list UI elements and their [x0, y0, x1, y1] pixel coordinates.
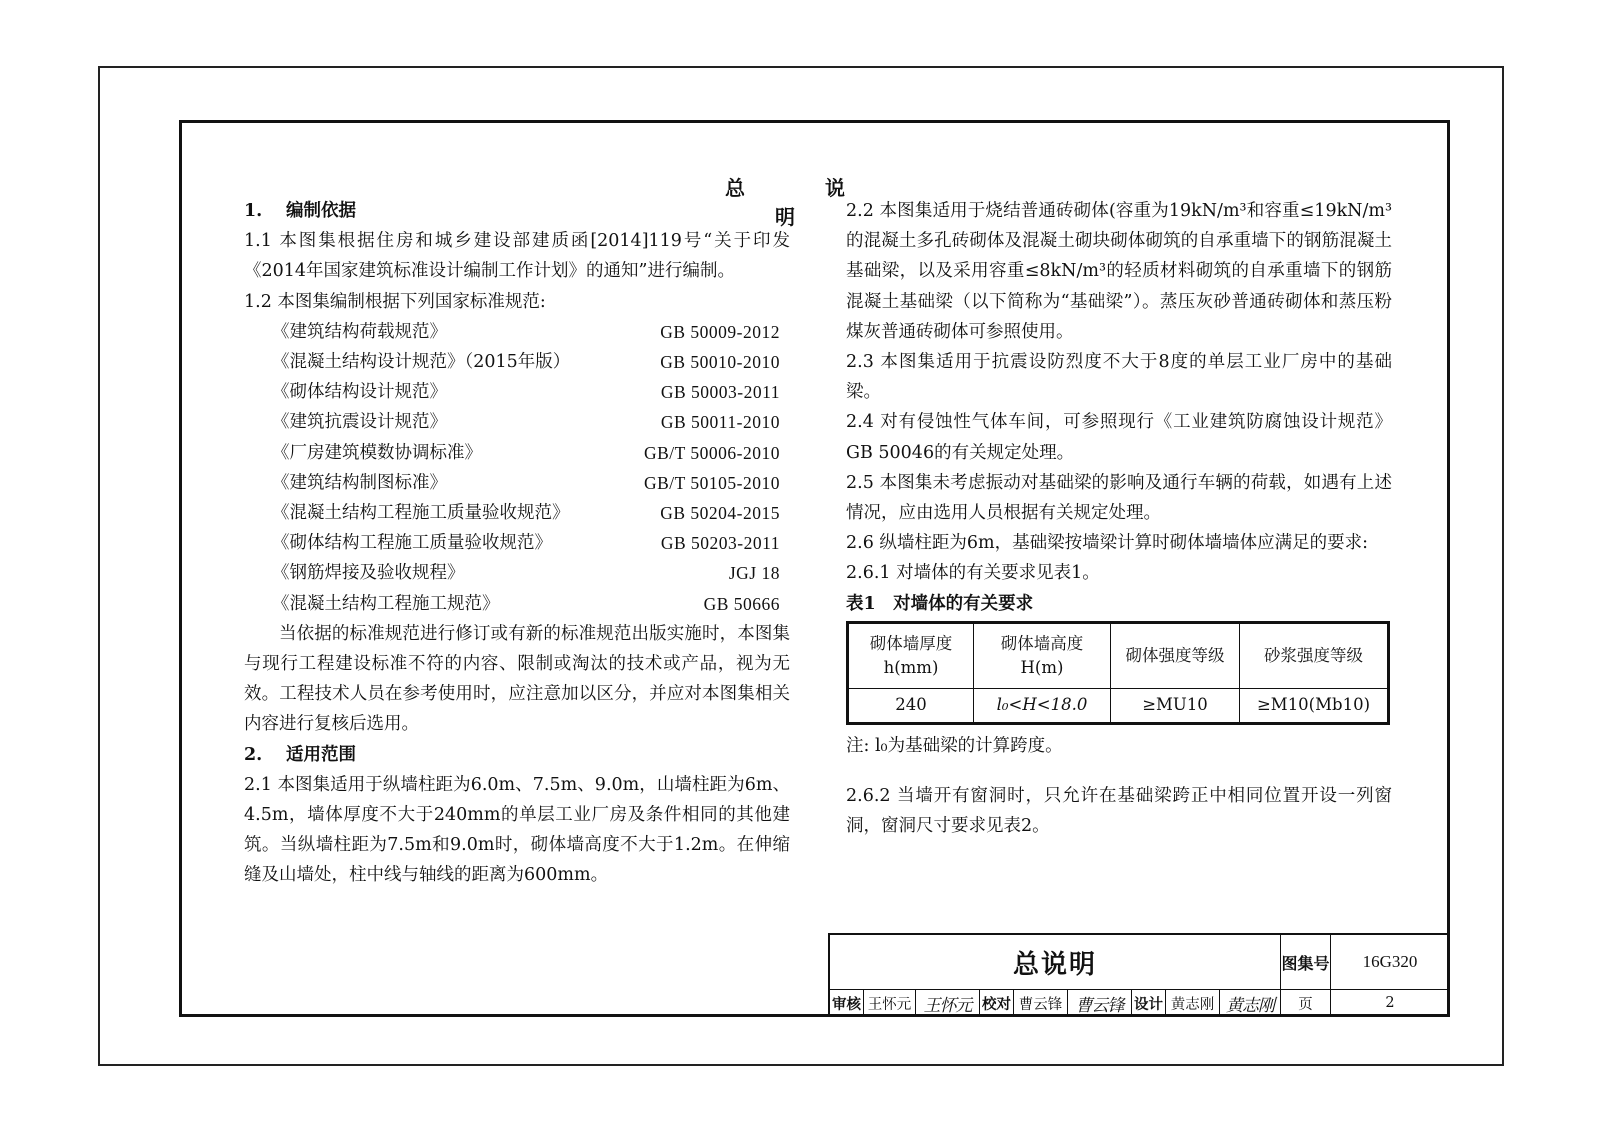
standard-name: 《钢筋焊接及验收规程》 — [272, 563, 465, 584]
table-header-cell: 砌体墙高度 H(m) — [974, 622, 1111, 688]
standard-item — [244, 498, 790, 528]
standard-name: 《砌体结构设计规范》 — [272, 382, 447, 403]
standard-item — [244, 317, 790, 347]
standard-item — [244, 558, 790, 588]
section-2-number: 2. — [244, 744, 263, 765]
table-1-caption: 表1 对墙体的有关要求 — [846, 593, 1034, 614]
standard-item — [244, 347, 790, 377]
paragraph-2-6-1: 2.6.1 对墙体的有关要求见表1。 — [846, 563, 1100, 584]
standard-code: GB 50203-2011 — [660, 533, 780, 554]
standard-code: GB 50204-2015 — [660, 503, 780, 524]
atlas-number: 16G320 — [1362, 952, 1418, 971]
paragraph-2-6-2: 2.6.2 当墙开有窗洞时，只允许在基础梁跨正中相同位置开设一列窗洞，窗洞尺寸要求见表2。 — [846, 786, 1392, 837]
table-cell: ≥M10(Mb10) — [1240, 688, 1389, 723]
check-label: 校对 — [980, 989, 1014, 1017]
paragraph-2-3: 2.3 本图集适用于抗震设防烈度不大于8度的单层工业厂房中的基础梁。 — [846, 352, 1392, 403]
paragraph-2-4: 2.4 对有侵蚀性气体车间，可参照现行《工业建筑防腐蚀设计规范》GB 50046的有关规定处理。 — [846, 412, 1392, 463]
standard-code: GB 50011-2010 — [660, 412, 780, 433]
paragraph-1-1: 1.1 本图集根据住房和城乡建设部建质函[2014]119号“关于印发《2014年国家建筑标准设计编制工作计划》的通知”进行编制。 — [244, 231, 790, 282]
standard-name: 《厂房建筑模数协调标准》 — [272, 442, 482, 463]
standard-name: 《混凝土结构设计规范》（2015年版） — [272, 352, 571, 373]
table-header-row — [848, 622, 1389, 688]
title-block — [828, 933, 1450, 1017]
table-row — [848, 688, 1389, 723]
page-number: 2 — [1385, 995, 1395, 1011]
review-label: 审核 — [830, 989, 864, 1017]
section-2-heading — [244, 740, 790, 770]
section-2-title: 适用范围 — [286, 744, 356, 765]
standards-list — [244, 317, 790, 619]
paragraph-2-5: 2.5 本图集未考虑振动对基础梁的影响及通行车辆的荷载，如遇有上述情况，应由选用人员根据有关规定处理。 — [846, 472, 1392, 524]
table-cell: 240 — [848, 688, 974, 723]
right-column — [846, 196, 1392, 841]
paragraph-2-2: 2.2 本图集适用于烧结普通砖砌体(容重为19kN/m³和容重≤19kN/m³的混凝土多孔砖砌体及混凝土砌块砌体砌筑的自承重墙下的钢筋混凝土基础梁，以及采用容重≤8kN/m³的轻质材料砌筑的自承重墙下的钢筋混凝土基础梁（以下简称为“基础梁”）。蒸压灰砂普通砖砌体和蒸压粉煤灰普通砖砌体可参照使用。 — [846, 201, 1392, 342]
checker-name: 曹云锋 — [1014, 989, 1068, 1017]
standard-name: 《混凝土结构工程施工规范》 — [272, 593, 500, 614]
designer-signature: 黄志刚 — [1220, 989, 1281, 1017]
standard-name: 《建筑抗震设计规范》 — [272, 412, 447, 433]
standard-item — [244, 589, 790, 619]
section-1-heading — [244, 196, 790, 226]
reviewer-signature: 王怀元 — [916, 989, 980, 1017]
reviewer-name: 王怀元 — [864, 989, 916, 1017]
table-cell: ≥MU10 — [1111, 688, 1240, 723]
document-title: 总 说 明 — [725, 176, 925, 229]
checker-signature: 曹云锋 — [1068, 989, 1132, 1017]
standard-code: GB 50010-2010 — [660, 352, 780, 373]
section-1-title: 编制依据 — [286, 201, 356, 221]
title-block-main-title: 总说明 — [830, 935, 1281, 989]
standard-code: GB/T 50105-2010 — [644, 472, 780, 493]
standard-item — [244, 438, 790, 468]
paragraph-2-1: 2.1 本图集适用于纵墙柱距为6.0m、7.5m、9.0m，山墙柱距为6m、4.5m，墙体厚度不大于240mm的单层工业厂房及条件相同的其他建筑。当纵墙柱距为7.5m和9.0m时，砌体墙高度不大于1.2m。在伸缩缝及山墙处，柱中线与轴线的距离为600mm。 — [244, 774, 790, 886]
left-column — [244, 196, 790, 891]
wall-requirements-table — [846, 621, 1390, 725]
table-note: 注: l₀为基础梁的计算跨度。 — [846, 735, 1063, 756]
standard-name: 《混凝土结构工程施工质量验收规范》 — [272, 503, 570, 524]
standard-name: 《建筑结构荷载规范》 — [272, 321, 447, 342]
spacer — [846, 761, 1392, 781]
standard-item — [244, 407, 790, 437]
standard-code: JGJ 18 — [728, 563, 780, 584]
standard-code: GB 50003-2011 — [660, 382, 780, 403]
standard-name: 《建筑结构制图标准》 — [272, 472, 447, 493]
standard-code: GB/T 50006-2010 — [644, 442, 780, 463]
standard-code: GB 50666 — [703, 593, 780, 614]
table-header-cell: 砌体强度等级 — [1111, 622, 1240, 688]
table-cell: l₀<H<18.0 — [974, 688, 1111, 723]
page-label: 页 — [1281, 989, 1331, 1017]
standard-item — [244, 468, 790, 498]
table-header-cell: 砂浆强度等级 — [1240, 622, 1389, 688]
standard-item — [244, 528, 790, 558]
standards-validity-note: 当依据的标准规范进行修订或有新的标准规范出版实施时，本图集与现行工程建设标准不符的内容、限制或淘汰的技术或产品，视为无效。工程技术人员在参考使用时，应注意加以区分，并应对本图集相关内容进行复核后选用。 — [244, 623, 790, 735]
table-header-cell: 砌体墙厚度 h(mm) — [848, 622, 974, 688]
designer-name: 黄志刚 — [1166, 989, 1220, 1017]
paragraph-2-6: 2.6 纵墙柱距为6m，基础梁按墙梁计算时砌体墙墙体应满足的要求: — [846, 533, 1369, 554]
design-label: 设计 — [1132, 989, 1166, 1017]
paragraph-1-2: 1.2 本图集编制根据下列国家标准规范: — [244, 291, 546, 312]
standard-code: GB 50009-2012 — [660, 321, 780, 342]
atlas-number-label: 图集号 — [1281, 935, 1331, 989]
standard-item — [244, 377, 790, 407]
standard-name: 《砌体结构工程施工质量验收规范》 — [272, 533, 552, 554]
section-1-number: 1. — [244, 201, 263, 221]
